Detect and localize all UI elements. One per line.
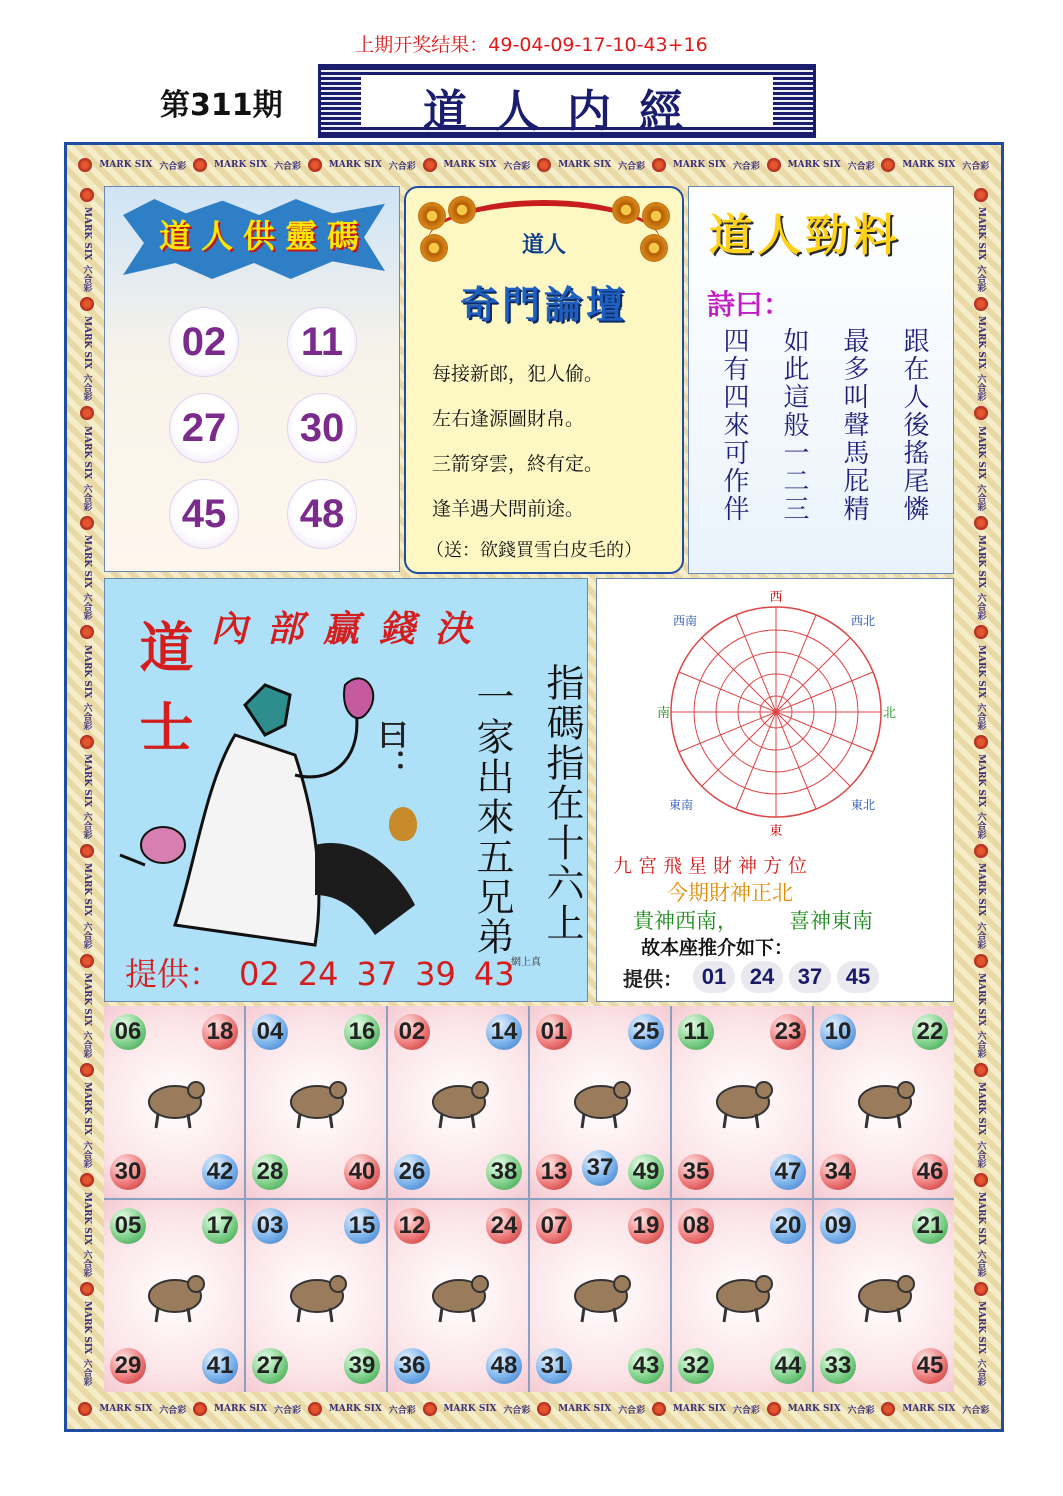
number-ball: 34 [820, 1154, 856, 1190]
frame-mark-en: MARK SIX [787, 1404, 841, 1414]
frame-mark-en: MARK SIX [82, 1191, 92, 1245]
frame-mark-en: MARK SIX [558, 160, 612, 170]
tips-title: 道人勁料 [709, 210, 901, 261]
tiger-icon [286, 1058, 348, 1136]
flower-icon [974, 625, 988, 639]
flower-icon [974, 1063, 988, 1077]
flower-icon [80, 844, 94, 858]
number-ball: 27 [252, 1348, 288, 1384]
frame-mark-cn: 六合彩 [81, 374, 92, 402]
frame-mark-cn: 六合彩 [81, 1031, 92, 1059]
compass-southwest: 西南 [673, 614, 698, 628]
number-ball: 11 [678, 1014, 714, 1050]
frame-mark-cn: 六合彩 [81, 921, 92, 949]
flower-icon [80, 1063, 94, 1077]
number-ball: 41 [202, 1348, 238, 1384]
compass-southeast: 東南 [669, 798, 694, 812]
snake-icon [570, 1058, 632, 1136]
poem-column: 四有四來可作伴 [719, 327, 749, 523]
compass-northwest: 西北 [851, 614, 876, 628]
number-ball: 38 [486, 1154, 522, 1190]
frame-mark-cn: 六合彩 [159, 161, 187, 172]
flower-icon [80, 1173, 94, 1187]
flower-icon [652, 158, 666, 172]
frame-mark-en: MARK SIX [82, 644, 92, 698]
flower-icon [974, 1282, 988, 1296]
frame-mark-en: MARK SIX [82, 535, 92, 589]
flower-icon [78, 158, 92, 172]
flower-icon [193, 158, 207, 172]
number-ball: 47 [770, 1154, 806, 1190]
lucky-heading: 道人供靈碼 [159, 217, 370, 255]
frame-mark-en: MARK SIX [976, 535, 986, 589]
compass-northeast: 東北 [851, 798, 876, 812]
number-ball: 39 [344, 1348, 380, 1384]
number-ball: 16 [344, 1014, 380, 1050]
frame-strip-bottom [75, 1393, 993, 1425]
flower-icon [767, 1402, 781, 1416]
number-ball: 49 [628, 1154, 664, 1190]
lucky-number: 27 [169, 393, 239, 463]
lucky-numbers-panel [104, 186, 400, 572]
frame-mark-cn: 六合彩 [962, 161, 990, 172]
number-ball: 21 [912, 1208, 948, 1244]
frame-mark-cn: 六合彩 [273, 161, 301, 172]
coin-icon [642, 202, 670, 230]
frame-mark-cn: 六合彩 [503, 1405, 531, 1416]
frame-strip-top [75, 149, 993, 181]
frame-mark-cn: 六合彩 [847, 1405, 875, 1416]
frame-mark-cn: 六合彩 [81, 483, 92, 511]
dog-icon [712, 1252, 774, 1330]
frame-mark-en: MARK SIX [902, 1404, 956, 1414]
frame-mark-cn: 六合彩 [975, 1031, 986, 1059]
frame-mark-en: MARK SIX [976, 753, 986, 808]
zodiac-cell [530, 1200, 670, 1392]
forum-poem [432, 352, 603, 532]
flower-icon [193, 1402, 207, 1416]
secret-panel [104, 578, 588, 1002]
zodiac-cell [814, 1200, 954, 1392]
frame-mark-en: MARK SIX [672, 1404, 726, 1414]
frame-mark-en: MARK SIX [976, 1191, 986, 1245]
zodiac-cell [104, 1006, 244, 1198]
flower-icon [974, 406, 988, 420]
number-ball: 18 [202, 1014, 238, 1050]
lucky-number-grid [159, 307, 359, 549]
compass-north: 北 [883, 706, 897, 721]
joy-direction: 喜神東南 [789, 909, 873, 933]
poem-column: 跟在人後搖尾憐 [899, 327, 929, 523]
flower-icon [80, 954, 94, 968]
secret-hint: 曰： [372, 719, 407, 779]
frame-mark-en: MARK SIX [976, 863, 986, 917]
zodiac-grid [104, 1006, 954, 1392]
lucky-number: 11 [287, 307, 357, 377]
secret-title: 內部贏錢決 [211, 608, 492, 650]
flower-icon [80, 297, 94, 311]
number-ball: 02 [394, 1014, 430, 1050]
frame-mark-en: MARK SIX [99, 160, 153, 170]
provide-label: 提供： [125, 955, 222, 993]
forum-title: 奇門論壇 [459, 282, 628, 327]
frame-mark-cn: 六合彩 [388, 1405, 416, 1416]
lucky-number: 02 [169, 307, 239, 377]
frame-mark-cn: 六合彩 [388, 161, 416, 172]
frame-mark-cn: 六合彩 [975, 921, 986, 949]
frame-strip-left [71, 185, 103, 1389]
number-ball: 32 [678, 1348, 714, 1384]
secret-col-right: 指碼指在十六上 [540, 663, 584, 943]
flower-icon [80, 625, 94, 639]
number-ball: 03 [252, 1208, 288, 1244]
rat-icon [144, 1058, 206, 1136]
number-ball: 48 [486, 1348, 522, 1384]
frame-mark-en: MARK SIX [443, 1404, 497, 1414]
number-ball: 46 [912, 1154, 948, 1190]
zodiac-cell [530, 1006, 670, 1198]
tips-panel [688, 186, 954, 574]
frame-mark-cn: 六合彩 [975, 1140, 986, 1168]
frame-mark-cn: 六合彩 [81, 1140, 92, 1168]
frame-mark-cn: 六合彩 [618, 161, 646, 172]
poem-line: 左右逢源圖財帛。 [432, 408, 585, 430]
frame-mark-cn: 六合彩 [975, 374, 986, 402]
frame-mark-cn: 六合彩 [975, 264, 986, 292]
frame-mark-cn: 六合彩 [975, 593, 986, 621]
goat-icon [712, 1058, 774, 1136]
compass-panel [596, 578, 954, 1002]
number-ball: 45 [912, 1348, 948, 1384]
number-ball: 35 [678, 1154, 714, 1190]
recommend-provide-label: 提供： [623, 967, 683, 991]
frame-mark-cn: 六合彩 [975, 1249, 986, 1277]
title-banner [318, 64, 816, 138]
zodiac-cell [672, 1006, 812, 1198]
frame-mark-en: MARK SIX [443, 160, 497, 170]
flower-icon [974, 297, 988, 311]
frame-mark-en: MARK SIX [214, 160, 268, 170]
frame-mark-en: MARK SIX [976, 1301, 986, 1355]
frame-mark-en: MARK SIX [82, 316, 92, 370]
issue-number: 第311期 [160, 88, 283, 123]
flower-icon [881, 1402, 895, 1416]
forum-title-small: 道人 [521, 233, 566, 258]
flower-icon [881, 158, 895, 172]
number-ball: 23 [770, 1014, 806, 1050]
rooster-icon [854, 1252, 916, 1330]
number-ball: 17 [202, 1208, 238, 1244]
last-result-text: 上期开奖结果：49-04-09-17-10-43+16 [355, 34, 708, 56]
frame-mark-en: MARK SIX [214, 1404, 268, 1414]
flower-icon [308, 158, 322, 172]
frame-mark-cn: 六合彩 [962, 1405, 990, 1416]
forum-panel [404, 186, 684, 574]
frame-mark-cn: 六合彩 [975, 483, 986, 511]
tips-poem [719, 327, 929, 552]
frame-mark-en: MARK SIX [328, 160, 382, 170]
poem-column: 最多叫聲馬屁精 [839, 327, 869, 523]
zodiac-cell [814, 1006, 954, 1198]
number-ball: 37 [582, 1150, 618, 1186]
poem-column: 如此這般一二三 [779, 327, 809, 523]
number-ball: 24 [486, 1208, 522, 1244]
number-ball: 15 [344, 1208, 380, 1244]
number-ball: 22 [912, 1014, 948, 1050]
flower-icon [80, 516, 94, 530]
frame-mark-cn: 六合彩 [81, 593, 92, 621]
compass-title: 九宮飛星財神方位 [613, 855, 814, 877]
provide-number: 37 [356, 955, 398, 993]
zodiac-cell [672, 1200, 812, 1392]
frame-mark-en: MARK SIX [82, 1301, 92, 1355]
frame-mark-en: MARK SIX [82, 753, 92, 808]
frame-mark-cn: 六合彩 [732, 1405, 760, 1416]
number-ball: 08 [678, 1208, 714, 1244]
recommend-number: 45 [837, 961, 879, 993]
poem-line: 三箭穿雲，終有定。 [432, 453, 604, 475]
noble-direction: 貴神西南， [633, 909, 738, 933]
zodiac-cell [104, 1200, 244, 1392]
number-ball: 31 [536, 1348, 572, 1384]
number-ball: 13 [536, 1154, 572, 1190]
recommend-numbers [693, 961, 879, 993]
zodiac-cell [246, 1200, 386, 1392]
flower-icon [974, 188, 988, 202]
page-title: 道人内經 [423, 86, 711, 137]
flower-icon [80, 735, 94, 749]
lucky-number: 45 [169, 479, 239, 549]
provide-number: 02 [239, 955, 280, 993]
compass-west: 西 [769, 590, 783, 605]
poem-line: 逢羊遇犬問前途。 [432, 498, 585, 520]
provide-number: 43 [473, 955, 515, 993]
number-ball: 26 [394, 1154, 430, 1190]
frame-mark-en: MARK SIX [976, 206, 986, 260]
number-ball: 05 [110, 1208, 146, 1244]
flower-icon [80, 406, 94, 420]
number-ball: 43 [628, 1348, 664, 1384]
number-ball: 01 [536, 1014, 572, 1050]
chick-icon [389, 807, 417, 841]
zodiac-cell [246, 1006, 386, 1198]
flower-icon [974, 1173, 988, 1187]
frame-mark-en: MARK SIX [82, 972, 92, 1026]
frame-mark-cn: 六合彩 [273, 1405, 301, 1416]
frame-mark-en: MARK SIX [976, 316, 986, 370]
frame-mark-cn: 六合彩 [975, 702, 986, 730]
number-ball: 09 [820, 1208, 856, 1244]
flower-icon [423, 158, 437, 172]
number-ball: 36 [394, 1348, 430, 1384]
recommend-number: 01 [693, 961, 735, 993]
frame-mark-cn: 六合彩 [503, 161, 531, 172]
zodiac-cell [388, 1006, 528, 1198]
frame-mark-en: MARK SIX [976, 972, 986, 1026]
number-ball: 29 [110, 1348, 146, 1384]
nine-palace-compass-icon [651, 587, 901, 837]
flower-icon [974, 735, 988, 749]
number-ball: 44 [770, 1348, 806, 1384]
rabbit-icon [286, 1252, 348, 1330]
frame-mark-cn: 六合彩 [847, 161, 875, 172]
flower-icon [78, 1402, 92, 1416]
number-ball: 19 [628, 1208, 664, 1244]
frame-mark-en: MARK SIX [976, 644, 986, 698]
frame-mark-en: MARK SIX [976, 425, 986, 479]
secret-side-label: 道士 [131, 619, 195, 779]
recommend-number: 37 [789, 961, 831, 993]
number-ball: 42 [202, 1154, 238, 1190]
frame-mark-en: MARK SIX [99, 1404, 153, 1414]
flower-icon [80, 188, 94, 202]
number-ball: 33 [820, 1348, 856, 1384]
compass-east: 東 [769, 824, 783, 837]
frame-mark-en: MARK SIX [328, 1404, 382, 1414]
frame-mark-cn: 六合彩 [975, 812, 986, 840]
frame-mark-en: MARK SIX [82, 863, 92, 917]
provide-number: 39 [415, 955, 456, 993]
coin-icon [418, 202, 446, 230]
flower-icon [537, 1402, 551, 1416]
provide-number: 24 [297, 955, 339, 993]
frame-mark-en: MARK SIX [82, 206, 92, 260]
frame-mark-cn: 六合彩 [81, 812, 92, 840]
tips-subtitle: 詩曰： [707, 288, 792, 321]
zodiac-cell [388, 1200, 528, 1392]
wealth-direction: 今期財神正北 [667, 881, 793, 905]
frame-mark-en: MARK SIX [82, 1082, 92, 1136]
frame-mark-cn: 六合彩 [81, 264, 92, 292]
flower-icon [652, 1402, 666, 1416]
compass-south: 南 [657, 706, 671, 721]
monkey-icon [854, 1058, 916, 1136]
poem-line: 每接新郎，犯人偷。 [432, 363, 604, 385]
secret-col-left: 一家出來五兄弟 [470, 677, 514, 957]
number-ball: 20 [770, 1208, 806, 1244]
frame-mark-cn: 六合彩 [975, 1359, 986, 1387]
frame-mark-cn: 六合彩 [159, 1405, 187, 1416]
frame-mark-cn: 六合彩 [81, 1249, 92, 1277]
number-ball: 25 [628, 1014, 664, 1050]
frame-mark-cn: 六合彩 [732, 161, 760, 172]
recommend-text: 故本座推介如下： [641, 937, 794, 959]
forum-gift: （送：欲錢買雪白皮毛的） [426, 540, 642, 561]
number-ball: 06 [110, 1014, 146, 1050]
frame-mark-cn: 六合彩 [81, 1359, 92, 1387]
frame-mark-en: MARK SIX [558, 1404, 612, 1414]
flower-icon [767, 158, 781, 172]
number-ball: 28 [252, 1154, 288, 1190]
frame-mark-en: MARK SIX [902, 160, 956, 170]
frame-mark-cn: 六合彩 [618, 1405, 646, 1416]
flower-icon [537, 158, 551, 172]
number-ball: 14 [486, 1014, 522, 1050]
frame-strip-right [965, 185, 997, 1389]
net-label: 網上真 [511, 957, 541, 968]
number-ball: 10 [820, 1014, 856, 1050]
flower-icon [308, 1402, 322, 1416]
coin-icon [612, 196, 640, 224]
frame-mark-en: MARK SIX [976, 1082, 986, 1136]
frame-mark-cn: 六合彩 [81, 702, 92, 730]
frame-mark-en: MARK SIX [82, 425, 92, 479]
flower-icon [423, 1402, 437, 1416]
number-ball: 30 [110, 1154, 146, 1190]
frame-mark-en: MARK SIX [672, 160, 726, 170]
number-ball: 12 [394, 1208, 430, 1244]
recommend-number: 24 [741, 961, 783, 993]
horse-icon [428, 1252, 490, 1330]
lucky-number: 48 [287, 479, 357, 549]
secret-provide [125, 949, 533, 995]
flower-icon [974, 954, 988, 968]
lucky-number: 30 [287, 393, 357, 463]
pig-icon [570, 1252, 632, 1330]
flower-icon [974, 844, 988, 858]
ox-icon [144, 1252, 206, 1330]
flower-icon [80, 1282, 94, 1296]
coin-icon [448, 196, 476, 224]
number-ball: 07 [536, 1208, 572, 1244]
dragon-icon [428, 1058, 490, 1136]
number-ball: 40 [344, 1154, 380, 1190]
frame-mark-en: MARK SIX [787, 160, 841, 170]
number-ball: 04 [252, 1014, 288, 1050]
flower-icon [974, 516, 988, 530]
